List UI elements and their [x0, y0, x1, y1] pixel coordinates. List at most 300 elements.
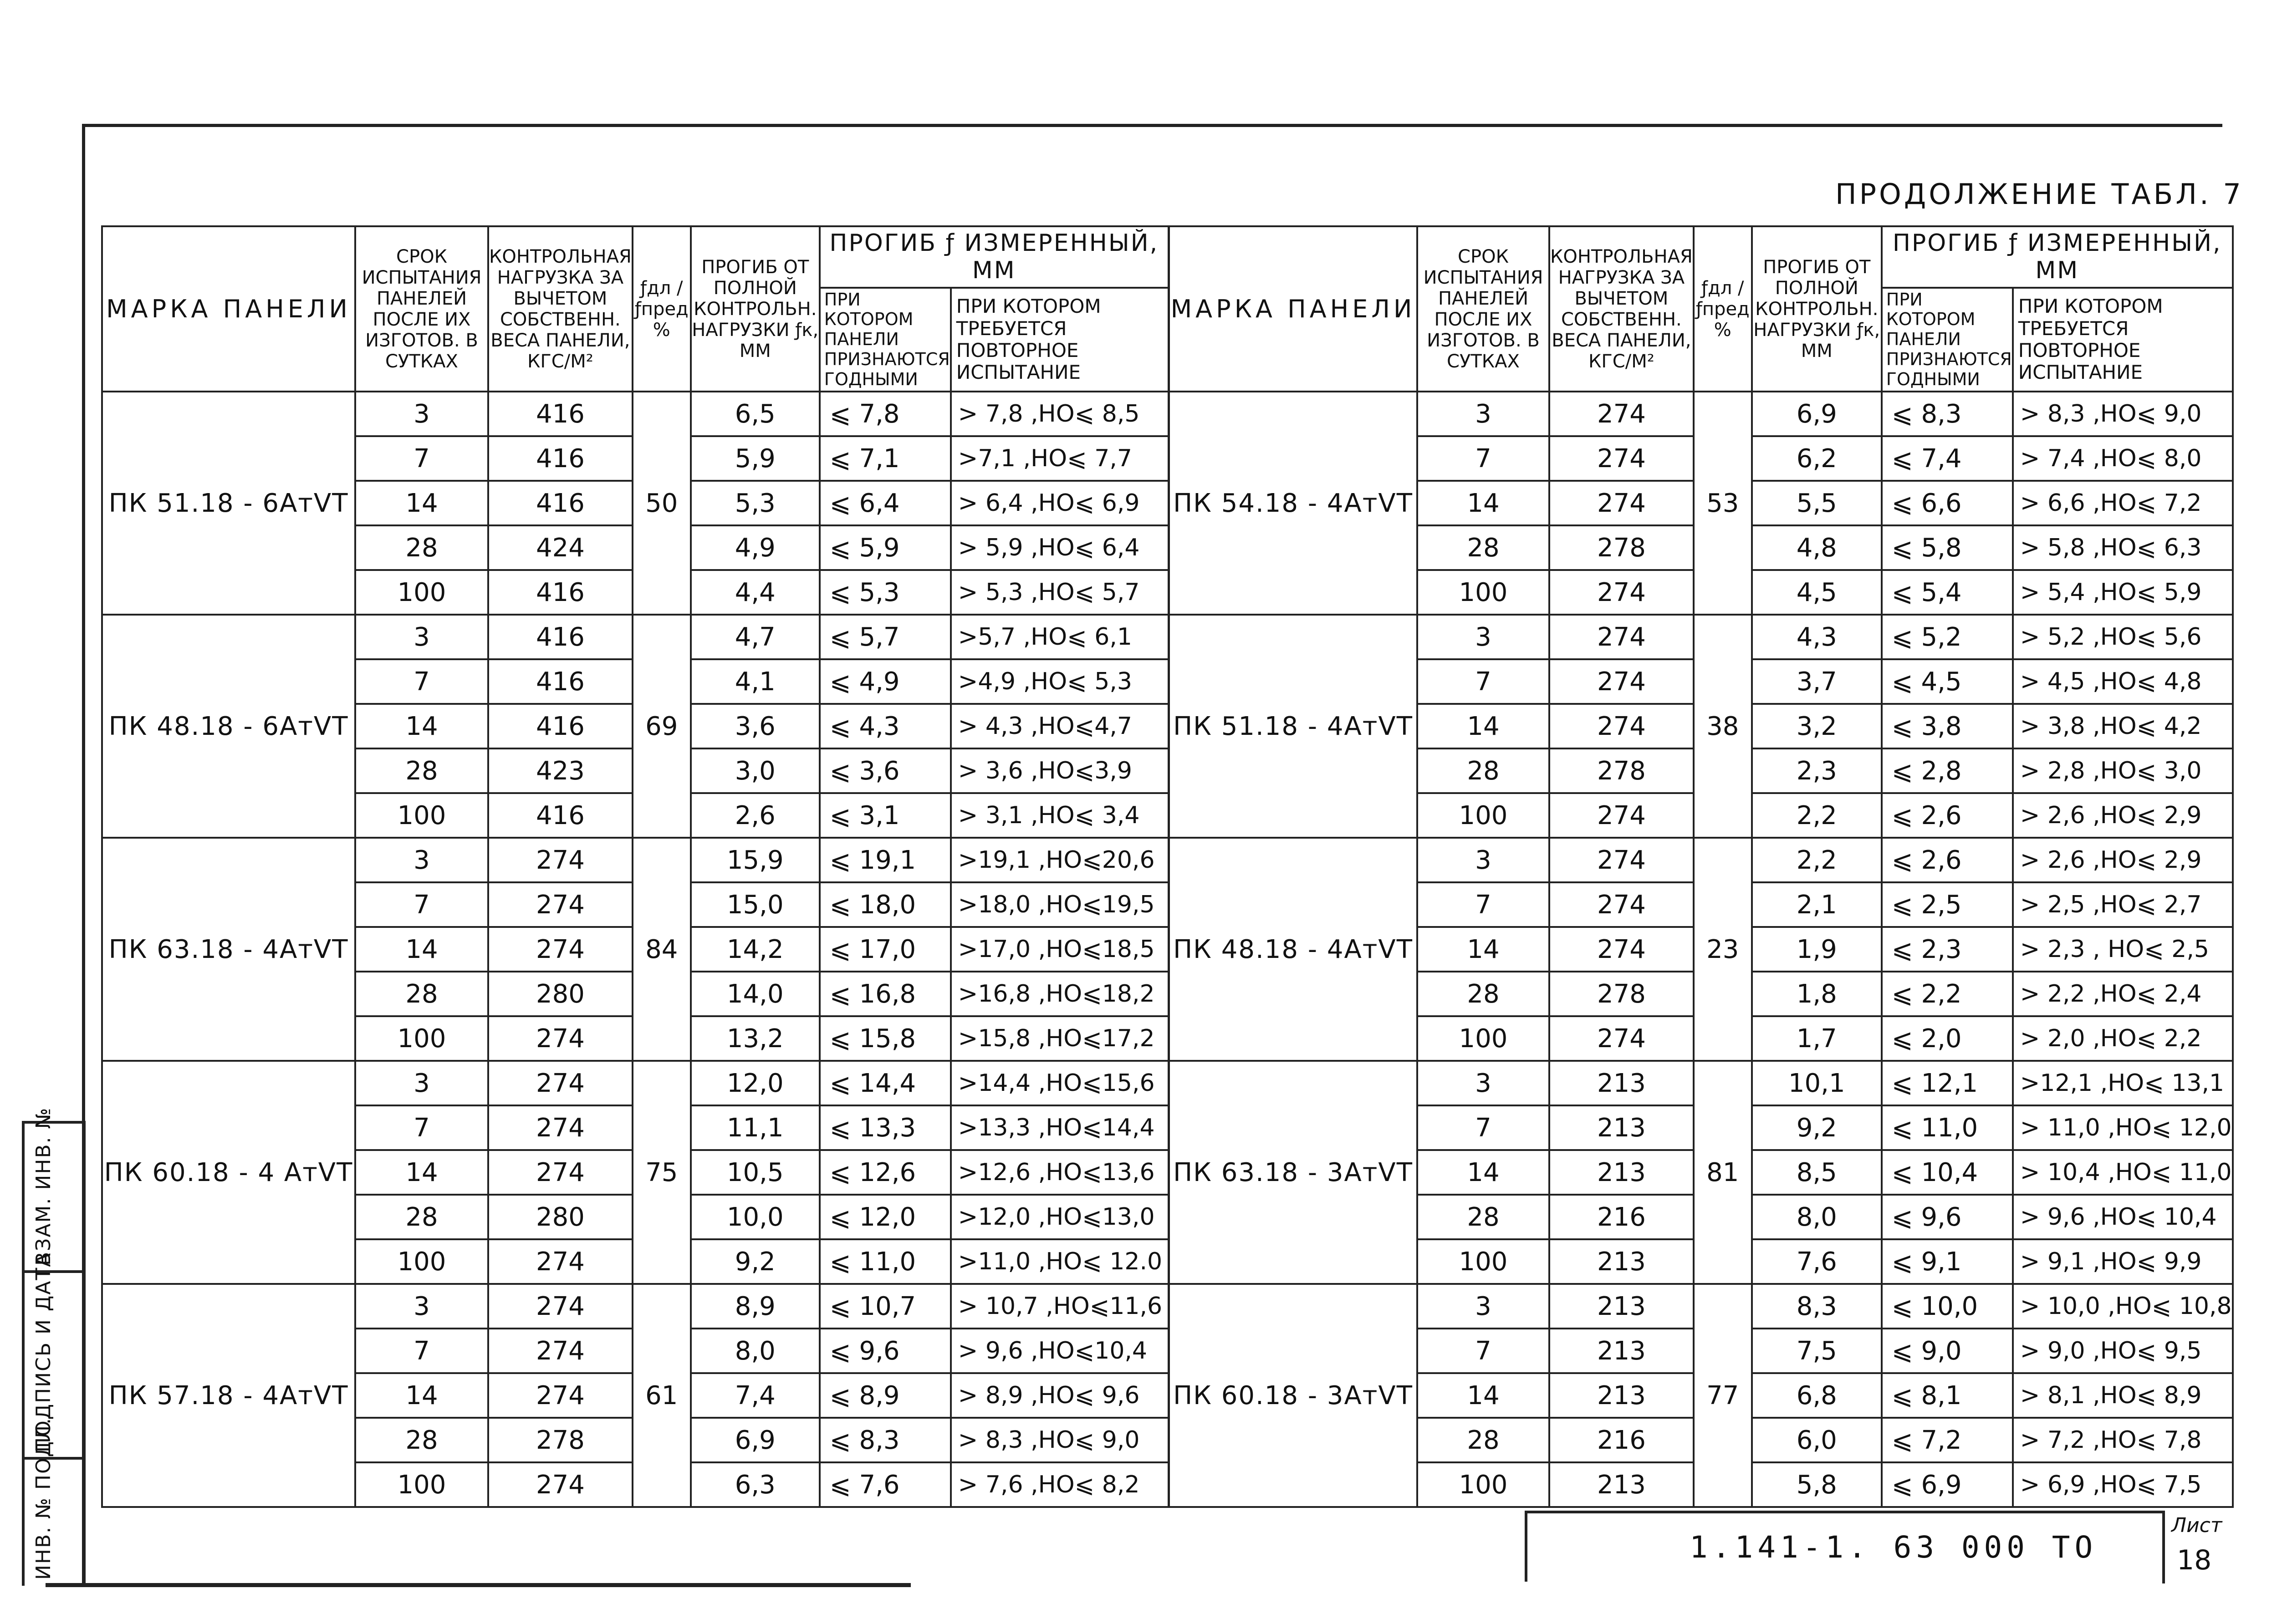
header-mark: МАРКА ПАНЕЛИ	[1169, 226, 1417, 392]
load-cell: 216	[1549, 1418, 1694, 1462]
fit-limit-cell: ⩽ 2,6	[1882, 793, 2013, 838]
fit-limit-cell: ⩽ 8,3	[820, 1418, 951, 1462]
fit-limit-cell: ⩽ 10,7	[820, 1284, 951, 1329]
retest-range-cell: > 8,3 ,НО⩽ 9,0	[2013, 392, 2233, 436]
term-cell: 7	[355, 436, 488, 481]
title-block-separator	[2162, 1511, 2165, 1583]
table-row	[102, 1284, 1169, 1329]
fit-limit-cell: ⩽ 3,1	[820, 793, 951, 838]
term-cell: 14	[1417, 704, 1549, 748]
sheet-label: Лист	[2171, 1514, 2222, 1537]
fit-limit-cell: ⩽ 13,3	[820, 1105, 951, 1150]
header-deflection-full: ПРОГИБ ОТ ПОЛНОЙ КОНТРОЛЬН. НАГРУЗКИ ƒк, ММ	[691, 226, 820, 392]
deflection-full-cell: 4,1	[691, 659, 820, 704]
ratio-cell: 23	[1694, 838, 1752, 1061]
ratio-cell: 50	[633, 392, 691, 615]
deflection-full-cell: 9,2	[1752, 1105, 1882, 1150]
document-designation: 1.141-1. 63 000 ТО	[1690, 1530, 2098, 1565]
term-cell: 100	[1417, 1016, 1549, 1061]
left-data-table	[101, 225, 1169, 1508]
retest-range-cell: >14,4 ,НО⩽15,6	[951, 1061, 1169, 1105]
term-cell: 28	[1417, 972, 1549, 1016]
load-cell: 274	[1549, 704, 1694, 748]
term-cell: 28	[1417, 1195, 1549, 1239]
table-row	[102, 615, 1169, 659]
fit-limit-cell: ⩽ 7,1	[820, 436, 951, 481]
fit-limit-cell: ⩽ 5,2	[1882, 615, 2013, 659]
retest-range-cell: > 7,2 ,НО⩽ 7,8	[2013, 1418, 2233, 1462]
frame-top-border	[82, 124, 2222, 127]
load-cell: 274	[488, 1329, 633, 1373]
fit-limit-cell: ⩽ 8,3	[1882, 392, 2013, 436]
deflection-full-cell: 10,5	[691, 1150, 820, 1195]
deflection-full-cell: 6,9	[691, 1418, 820, 1462]
load-cell: 416	[488, 570, 633, 615]
load-cell: 278	[488, 1418, 633, 1462]
ratio-cell: 53	[1694, 392, 1752, 615]
retest-range-cell: > 2,0 ,НО⩽ 2,2	[2013, 1016, 2233, 1061]
deflection-full-cell: 6,8	[1752, 1373, 1882, 1418]
load-cell: 274	[488, 1061, 633, 1105]
header-retest: ПРИ КОТОРОМ ТРЕБУЕТСЯ ПОВТОРНОЕ ИСПЫТАНИЕ	[951, 288, 1169, 392]
fit-limit-cell: ⩽ 6,6	[1882, 481, 2013, 525]
deflection-full-cell: 2,6	[691, 793, 820, 838]
load-cell: 280	[488, 1195, 633, 1239]
deflection-full-cell: 2,2	[1752, 838, 1882, 882]
panel-mark-cell: ПК 51.18 - 4АтⅤТ	[1169, 615, 1417, 838]
deflection-full-cell: 7,5	[1752, 1329, 1882, 1373]
retest-range-cell: > 6,9 ,НО⩽ 7,5	[2013, 1462, 2233, 1507]
panel-mark-cell: ПК 51.18 - 6АтⅤТ	[102, 392, 355, 615]
term-cell: 3	[1417, 1284, 1549, 1329]
retest-range-cell: > 4,5 ,НО⩽ 4,8	[2013, 659, 2233, 704]
term-cell: 3	[355, 1061, 488, 1105]
term-cell: 100	[1417, 570, 1549, 615]
side-label-signature-date: ПОДПИСЬ И ДАТА	[32, 1252, 55, 1452]
retest-range-cell: > 5,9 ,НО⩽ 6,4	[951, 525, 1169, 570]
header-load: КОНТРОЛЬНАЯ НАГРУЗКА ЗА ВЫЧЕТОМ СОБСТВЕНН. ВЕСА ПАНЕЛИ, КГС/М²	[1549, 226, 1694, 392]
load-cell: 274	[1549, 615, 1694, 659]
load-cell: 278	[1549, 748, 1694, 793]
deflection-full-cell: 8,3	[1752, 1284, 1882, 1329]
fit-limit-cell: ⩽ 9,6	[820, 1329, 951, 1373]
load-cell: 416	[488, 659, 633, 704]
fit-limit-cell: ⩽ 6,4	[820, 481, 951, 525]
term-cell: 14	[1417, 927, 1549, 972]
load-cell: 416	[488, 481, 633, 525]
term-cell: 14	[1417, 1150, 1549, 1195]
retest-range-cell: >15,8 ,НО⩽17,2	[951, 1016, 1169, 1061]
term-cell: 14	[355, 704, 488, 748]
load-cell: 416	[488, 615, 633, 659]
deflection-full-cell: 8,0	[691, 1329, 820, 1373]
header-term: СРОК ИСПЫТАНИЯ ПАНЕЛЕЙ ПОСЛЕ ИХ ИЗГОТОВ. В СУТКАХ	[355, 226, 488, 392]
fit-limit-cell: ⩽ 3,6	[820, 748, 951, 793]
load-cell: 274	[1549, 793, 1694, 838]
deflection-full-cell: 2,1	[1752, 882, 1882, 927]
fit-limit-cell: ⩽ 19,1	[820, 838, 951, 882]
fit-limit-cell: ⩽ 7,8	[820, 392, 951, 436]
retest-range-cell: >12,6 ,НО⩽13,6	[951, 1150, 1169, 1195]
load-cell: 274	[488, 1016, 633, 1061]
deflection-full-cell: 12,0	[691, 1061, 820, 1105]
ratio-cell: 61	[633, 1284, 691, 1507]
retest-range-cell: > 6,4 ,НО⩽ 6,9	[951, 481, 1169, 525]
retest-range-cell: > 5,2 ,НО⩽ 5,6	[2013, 615, 2233, 659]
panel-mark-cell: ПК 57.18 - 4АтⅤТ	[102, 1284, 355, 1507]
deflection-full-cell: 5,5	[1752, 481, 1882, 525]
load-cell: 274	[488, 1373, 633, 1418]
retest-range-cell: >7,1 ,НО⩽ 7,7	[951, 436, 1169, 481]
load-cell: 416	[488, 704, 633, 748]
deflection-full-cell: 6,3	[691, 1462, 820, 1507]
term-cell: 100	[355, 570, 488, 615]
term-cell: 100	[1417, 1239, 1549, 1284]
term-cell: 28	[1417, 525, 1549, 570]
fit-limit-cell: ⩽ 7,6	[820, 1462, 951, 1507]
term-cell: 7	[1417, 1105, 1549, 1150]
term-cell: 3	[355, 1284, 488, 1329]
retest-range-cell: > 2,2 ,НО⩽ 2,4	[2013, 972, 2233, 1016]
deflection-full-cell: 4,9	[691, 525, 820, 570]
term-cell: 14	[355, 1373, 488, 1418]
fit-limit-cell: ⩽ 8,9	[820, 1373, 951, 1418]
panel-mark-cell: ПК 63.18 - 3АтⅤТ	[1169, 1061, 1417, 1284]
retest-range-cell: > 8,9 ,НО⩽ 9,6	[951, 1373, 1169, 1418]
panel-mark-cell: ПК 60.18 - 3АтⅤТ	[1169, 1284, 1417, 1507]
load-cell: 416	[488, 392, 633, 436]
deflection-full-cell: 11,1	[691, 1105, 820, 1150]
retest-range-cell: >4,9 ,НО⩽ 5,3	[951, 659, 1169, 704]
fit-limit-cell: ⩽ 16,8	[820, 972, 951, 1016]
panel-mark-cell: ПК 54.18 - 4АтⅤТ	[1169, 392, 1417, 615]
deflection-full-cell: 7,4	[691, 1373, 820, 1418]
deflection-full-cell: 10,1	[1752, 1061, 1882, 1105]
fit-limit-cell: ⩽ 3,8	[1882, 704, 2013, 748]
term-cell: 100	[355, 793, 488, 838]
header-ratio: ƒдл / ƒпред %	[1694, 226, 1752, 392]
retest-range-cell: > 7,8 ,НО⩽ 8,5	[951, 392, 1169, 436]
deflection-full-cell: 15,9	[691, 838, 820, 882]
header-mark: МАРКА ПАНЕЛИ	[102, 226, 355, 392]
retest-range-cell: >12,0 ,НО⩽13,0	[951, 1195, 1169, 1239]
load-cell: 274	[488, 1105, 633, 1150]
term-cell: 3	[1417, 1061, 1549, 1105]
term-cell: 7	[1417, 659, 1549, 704]
deflection-full-cell: 3,0	[691, 748, 820, 793]
term-cell: 3	[355, 838, 488, 882]
table-caption: ПРОДОЛЖЕНИЕ ТАБЛ. 7	[1835, 178, 2244, 211]
fit-limit-cell: ⩽ 2,5	[1882, 882, 2013, 927]
deflection-full-cell: 5,3	[691, 481, 820, 525]
table-row	[102, 1061, 1169, 1105]
left-table-body	[102, 392, 1169, 1507]
table-row	[1169, 1061, 2233, 1105]
fit-limit-cell: ⩽ 4,5	[1882, 659, 2013, 704]
deflection-full-cell: 10,0	[691, 1195, 820, 1239]
term-cell: 3	[355, 392, 488, 436]
fit-limit-cell: ⩽ 12,0	[820, 1195, 951, 1239]
deflection-full-cell: 4,8	[1752, 525, 1882, 570]
load-cell: 416	[488, 436, 633, 481]
fit-limit-cell: ⩽ 9,6	[1882, 1195, 2013, 1239]
fit-limit-cell: ⩽ 5,7	[820, 615, 951, 659]
retest-range-cell: > 2,6 ,НО⩽ 2,9	[2013, 793, 2233, 838]
retest-range-cell: > 8,1 ,НО⩽ 8,9	[2013, 1373, 2233, 1418]
table-row	[1169, 392, 2233, 436]
load-cell: 274	[488, 1462, 633, 1507]
load-cell: 274	[1549, 392, 1694, 436]
fit-limit-cell: ⩽ 2,0	[1882, 1016, 2013, 1061]
deflection-full-cell: 6,5	[691, 392, 820, 436]
load-cell: 416	[488, 793, 633, 838]
retest-range-cell: > 5,8 ,НО⩽ 6,3	[2013, 525, 2233, 570]
fit-limit-cell: ⩽ 2,3	[1882, 927, 2013, 972]
term-cell: 28	[355, 1195, 488, 1239]
deflection-full-cell: 6,9	[1752, 392, 1882, 436]
retest-range-cell: >13,3 ,НО⩽14,4	[951, 1105, 1169, 1150]
retest-range-cell: >11,0 ,НО⩽ 12.0	[951, 1239, 1169, 1284]
header-deflection-measured: ПРОГИБ ƒ ИЗМЕРЕННЫЙ, ММ	[820, 226, 1169, 288]
deflection-full-cell: 4,5	[1752, 570, 1882, 615]
deflection-full-cell: 2,3	[1752, 748, 1882, 793]
retest-range-cell: > 9,6 ,НО⩽10,4	[951, 1329, 1169, 1373]
load-cell: 274	[1549, 659, 1694, 704]
retest-range-cell: >5,7 ,НО⩽ 6,1	[951, 615, 1169, 659]
load-cell: 274	[1549, 570, 1694, 615]
ratio-cell: 77	[1694, 1284, 1752, 1507]
term-cell: 28	[355, 1418, 488, 1462]
deflection-full-cell: 6,2	[1752, 436, 1882, 481]
load-cell: 280	[488, 972, 633, 1016]
fit-limit-cell: ⩽ 5,4	[1882, 570, 2013, 615]
term-cell: 100	[1417, 1462, 1549, 1507]
header-load: КОНТРОЛЬНАЯ НАГРУЗКА ЗА ВЫЧЕТОМ СОБСТВЕНН. ВЕСА ПАНЕЛИ, КГС/М²	[488, 226, 633, 392]
term-cell: 14	[355, 1150, 488, 1195]
load-cell: 274	[1549, 838, 1694, 882]
term-cell: 14	[355, 481, 488, 525]
frame-bottom-line	[46, 1583, 911, 1587]
header-term: СРОК ИСПЫТАНИЯ ПАНЕЛЕЙ ПОСЛЕ ИХ ИЗГОТОВ. В СУТКАХ	[1417, 226, 1549, 392]
load-cell: 424	[488, 525, 633, 570]
deflection-full-cell: 8,0	[1752, 1195, 1882, 1239]
deflection-full-cell: 4,4	[691, 570, 820, 615]
retest-range-cell: >12,1 ,НО⩽ 13,1	[2013, 1061, 2233, 1105]
load-cell: 216	[1549, 1195, 1694, 1239]
term-cell: 3	[1417, 838, 1549, 882]
table-row	[102, 838, 1169, 882]
retest-range-cell: > 11,0 ,НО⩽ 12,0	[2013, 1105, 2233, 1150]
deflection-full-cell: 14,2	[691, 927, 820, 972]
table-row	[1169, 1284, 2233, 1329]
table-row	[102, 392, 1169, 436]
load-cell: 274	[488, 838, 633, 882]
fit-limit-cell: ⩽ 4,9	[820, 659, 951, 704]
fit-limit-cell: ⩽ 6,9	[1882, 1462, 2013, 1507]
deflection-full-cell: 5,8	[1752, 1462, 1882, 1507]
deflection-full-cell: 1,7	[1752, 1016, 1882, 1061]
retest-range-cell: > 3,1 ,НО⩽ 3,4	[951, 793, 1169, 838]
load-cell: 274	[488, 1150, 633, 1195]
load-cell: 274	[1549, 436, 1694, 481]
term-cell: 100	[1417, 793, 1549, 838]
retest-range-cell: >19,1 ,НО⩽20,6	[951, 838, 1169, 882]
term-cell: 7	[355, 1329, 488, 1373]
term-cell: 7	[355, 882, 488, 927]
term-cell: 100	[355, 1462, 488, 1507]
sheet-number: 18	[2177, 1544, 2212, 1576]
retest-range-cell: > 8,3 ,НО⩽ 9,0	[951, 1418, 1169, 1462]
fit-limit-cell: ⩽ 18,0	[820, 882, 951, 927]
term-cell: 7	[355, 659, 488, 704]
fit-limit-cell: ⩽ 2,6	[1882, 838, 2013, 882]
load-cell: 213	[1549, 1462, 1694, 1507]
fit-limit-cell: ⩽ 15,8	[820, 1016, 951, 1061]
retest-range-cell: > 10,0 ,НО⩽ 10,8	[2013, 1284, 2233, 1329]
deflection-full-cell: 5,9	[691, 436, 820, 481]
ratio-cell: 84	[633, 838, 691, 1061]
term-cell: 100	[355, 1016, 488, 1061]
load-cell: 423	[488, 748, 633, 793]
retest-range-cell: >17,0 ,НО⩽18,5	[951, 927, 1169, 972]
retest-range-cell: > 2,5 ,НО⩽ 2,7	[2013, 882, 2233, 927]
header-deflection-full: ПРОГИБ ОТ ПОЛНОЙ КОНТРОЛЬН. НАГРУЗКИ ƒк, ММ	[1752, 226, 1882, 392]
deflection-full-cell: 9,2	[691, 1239, 820, 1284]
deflection-full-cell: 2,2	[1752, 793, 1882, 838]
fit-limit-cell: ⩽ 11,0	[820, 1239, 951, 1284]
fit-limit-cell: ⩽ 11,0	[1882, 1105, 2013, 1150]
deflection-full-cell: 6,0	[1752, 1418, 1882, 1462]
fit-limit-cell: ⩽ 9,1	[1882, 1239, 2013, 1284]
retest-range-cell: > 9,6 ,НО⩽ 10,4	[2013, 1195, 2233, 1239]
fit-limit-cell: ⩽ 5,3	[820, 570, 951, 615]
deflection-full-cell: 3,6	[691, 704, 820, 748]
load-cell: 278	[1549, 525, 1694, 570]
load-cell: 274	[1549, 882, 1694, 927]
retest-range-cell: > 9,1 ,НО⩽ 9,9	[2013, 1239, 2233, 1284]
term-cell: 28	[355, 972, 488, 1016]
deflection-full-cell: 3,2	[1752, 704, 1882, 748]
fit-limit-cell: ⩽ 5,9	[820, 525, 951, 570]
load-cell: 274	[488, 927, 633, 972]
retest-range-cell: > 10,4 ,НО⩽ 11,0	[2013, 1150, 2233, 1195]
retest-range-cell: >18,0 ,НО⩽19,5	[951, 882, 1169, 927]
right-data-table	[1168, 225, 2234, 1508]
load-cell: 274	[488, 1239, 633, 1284]
deflection-full-cell: 4,7	[691, 615, 820, 659]
term-cell: 7	[1417, 882, 1549, 927]
deflection-full-cell: 8,9	[691, 1284, 820, 1329]
load-cell: 213	[1549, 1150, 1694, 1195]
panel-mark-cell: ПК 60.18 - 4 АтⅤТ	[102, 1061, 355, 1284]
deflection-full-cell: 8,5	[1752, 1150, 1882, 1195]
deflection-full-cell: 3,7	[1752, 659, 1882, 704]
panel-mark-cell: ПК 48.18 - 6АтⅤТ	[102, 615, 355, 838]
side-label-replaces-inv: ВЗАМ. ИНВ. №	[32, 1107, 55, 1266]
ratio-cell: 38	[1694, 615, 1752, 838]
term-cell: 7	[1417, 436, 1549, 481]
load-cell: 213	[1549, 1239, 1694, 1284]
term-cell: 14	[355, 927, 488, 972]
fit-limit-cell: ⩽ 5,8	[1882, 525, 2013, 570]
panel-mark-cell: ПК 48.18 - 4АтⅤТ	[1169, 838, 1417, 1061]
retest-range-cell: > 5,4 ,НО⩽ 5,9	[2013, 570, 2233, 615]
load-cell: 274	[1549, 927, 1694, 972]
retest-range-cell: > 2,3 , НО⩽ 2,5	[2013, 927, 2233, 972]
deflection-full-cell: 7,6	[1752, 1239, 1882, 1284]
right-table-body	[1169, 392, 2233, 1507]
retest-range-cell: > 7,4 ,НО⩽ 8,0	[2013, 436, 2233, 481]
fit-limit-cell: ⩽ 12,6	[820, 1150, 951, 1195]
term-cell: 28	[355, 525, 488, 570]
load-cell: 213	[1549, 1329, 1694, 1373]
header-deflection-measured: ПРОГИБ ƒ ИЗМЕРЕННЫЙ, ММ	[1882, 226, 2233, 288]
ratio-cell: 69	[633, 615, 691, 838]
term-cell: 14	[1417, 1373, 1549, 1418]
fit-limit-cell: ⩽ 14,4	[820, 1061, 951, 1105]
term-cell: 28	[355, 748, 488, 793]
fit-limit-cell: ⩽ 10,0	[1882, 1284, 2013, 1329]
term-cell: 14	[1417, 481, 1549, 525]
table-row	[1169, 615, 2233, 659]
fit-limit-cell: ⩽ 10,4	[1882, 1150, 2013, 1195]
deflection-full-cell: 13,2	[691, 1016, 820, 1061]
side-label-inv-no: ИНВ. № ПОДЛ.	[32, 1417, 55, 1580]
fit-limit-cell: ⩽ 2,2	[1882, 972, 2013, 1016]
retest-range-cell: > 9,0 ,НО⩽ 9,5	[2013, 1329, 2233, 1373]
load-cell: 274	[1549, 1016, 1694, 1061]
header-fit: ПРИ КОТОРОМ ПАНЕЛИ ПРИЗНАЮТСЯ ГОДНЫМИ	[1882, 288, 2013, 392]
fit-limit-cell: ⩽ 7,4	[1882, 436, 2013, 481]
load-cell: 213	[1549, 1373, 1694, 1418]
deflection-full-cell: 1,9	[1752, 927, 1882, 972]
load-cell: 274	[488, 1284, 633, 1329]
load-cell: 213	[1549, 1061, 1694, 1105]
term-cell: 3	[355, 615, 488, 659]
fit-limit-cell: ⩽ 4,3	[820, 704, 951, 748]
term-cell: 7	[1417, 1329, 1549, 1373]
header-retest: ПРИ КОТОРОМ ТРЕБУЕТСЯ ПОВТОРНОЕ ИСПЫТАНИЕ	[2013, 288, 2233, 392]
deflection-full-cell: 14,0	[691, 972, 820, 1016]
load-cell: 213	[1549, 1284, 1694, 1329]
retest-range-cell: > 2,8 ,НО⩽ 3,0	[2013, 748, 2233, 793]
fit-limit-cell: ⩽ 8,1	[1882, 1373, 2013, 1418]
term-cell: 100	[355, 1239, 488, 1284]
panel-mark-cell: ПК 63.18 - 4АтⅤТ	[102, 838, 355, 1061]
table-row	[1169, 838, 2233, 882]
load-cell: 274	[488, 882, 633, 927]
fit-limit-cell: ⩽ 7,2	[1882, 1418, 2013, 1462]
retest-range-cell: > 10,7 ,НО⩽11,6	[951, 1284, 1169, 1329]
fit-limit-cell: ⩽ 17,0	[820, 927, 951, 972]
deflection-full-cell: 1,8	[1752, 972, 1882, 1016]
term-cell: 3	[1417, 615, 1549, 659]
deflection-full-cell: 15,0	[691, 882, 820, 927]
header-ratio: ƒдл / ƒпред %	[633, 226, 691, 392]
deflection-full-cell: 4,3	[1752, 615, 1882, 659]
retest-range-cell: > 3,6 ,НО⩽3,9	[951, 748, 1169, 793]
fit-limit-cell: ⩽ 12,1	[1882, 1061, 2013, 1105]
term-cell: 3	[1417, 392, 1549, 436]
retest-range-cell: > 4,3 ,НО⩽4,7	[951, 704, 1169, 748]
retest-range-cell: > 5,3 ,НО⩽ 5,7	[951, 570, 1169, 615]
retest-range-cell: > 6,6 ,НО⩽ 7,2	[2013, 481, 2233, 525]
fit-limit-cell: ⩽ 2,8	[1882, 748, 2013, 793]
retest-range-cell: > 3,8 ,НО⩽ 4,2	[2013, 704, 2233, 748]
header-fit: ПРИ КОТОРОМ ПАНЕЛИ ПРИЗНАЮТСЯ ГОДНЫМИ	[820, 288, 951, 392]
retest-range-cell: >16,8 ,НО⩽18,2	[951, 972, 1169, 1016]
retest-range-cell: > 2,6 ,НО⩽ 2,9	[2013, 838, 2233, 882]
